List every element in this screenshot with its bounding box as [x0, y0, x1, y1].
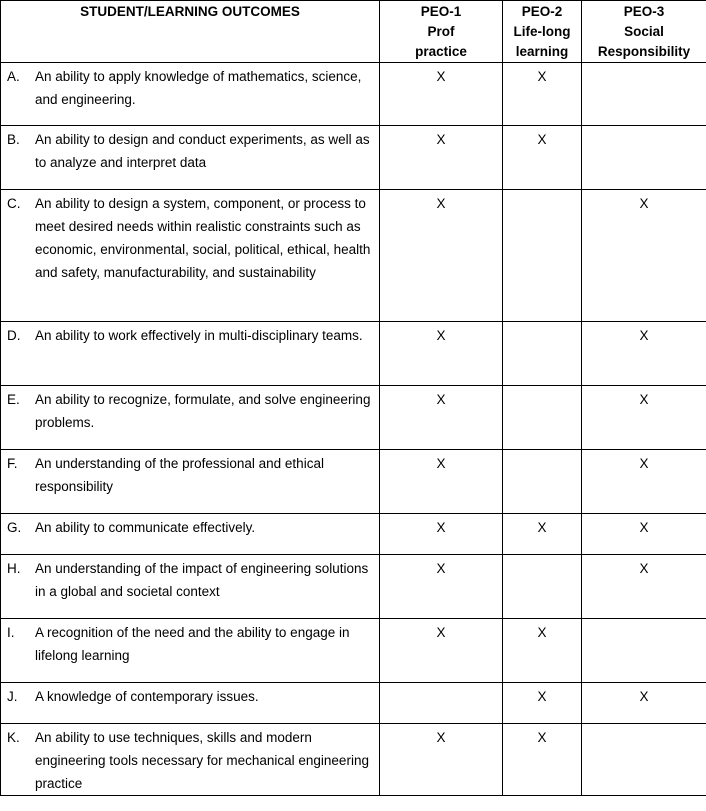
- outcome-letter: A.: [7, 69, 20, 84]
- table-row: [1, 126, 706, 190]
- peo2-mark: X: [503, 683, 582, 724]
- outcome-text: An ability to work effectively in multi-disciplinary teams.: [35, 328, 363, 343]
- peo3-mark: X: [582, 514, 706, 555]
- header-peo2-line3: learning: [515, 44, 569, 59]
- peo1-mark: X: [380, 724, 503, 796]
- outcome-cell: [1, 619, 380, 683]
- outcome-letter: I.: [7, 625, 15, 640]
- peo1-mark: X: [380, 555, 503, 619]
- outcome-letter: H.: [7, 561, 21, 576]
- peo3-mark: X: [582, 450, 706, 514]
- peo1-mark: X: [380, 450, 503, 514]
- outcome-cell: [1, 555, 380, 619]
- outcome-cell: [1, 126, 380, 190]
- peo2-mark: [503, 555, 582, 619]
- header-peo1-line2: Prof: [427, 24, 455, 39]
- outcome-cell: [1, 724, 380, 796]
- header-peo2-line2: Life-long: [513, 24, 571, 39]
- peo3-mark: X: [582, 386, 706, 450]
- header-outcomes: STUDENT/LEARNING OUTCOMES: [1, 1, 380, 63]
- outcome-text: An ability to design and conduct experiments, as well as to analyze and interpret data: [35, 132, 370, 170]
- outcome-letter: F.: [7, 456, 18, 471]
- table-row: [1, 555, 706, 619]
- header-peo3-line1: PEO-3: [623, 4, 665, 19]
- peo2-mark: X: [503, 514, 582, 555]
- peo2-mark: [503, 322, 582, 386]
- outcome-text: An ability to communicate effectively.: [35, 520, 256, 535]
- header-peo2-line1: PEO-2: [521, 4, 563, 19]
- outcome-text: An ability to recognize, formulate, and solve engineering problems.: [35, 392, 371, 430]
- outcome-letter: B.: [7, 132, 20, 147]
- peo3-mark: [582, 619, 706, 683]
- outcome-letter: K.: [7, 730, 20, 745]
- header-peo2: [503, 1, 582, 63]
- outcome-text: An understanding of the professional and ethical responsibility: [35, 456, 324, 494]
- header-peo3-line2: Social: [624, 24, 664, 39]
- peo1-mark: X: [380, 386, 503, 450]
- outcome-letter: G.: [7, 520, 22, 535]
- outcome-text: An ability to design a system, component, or process to meet desired needs within realistic constraints such as economic, environmental, social, political, ethical, health and safety, manufacturability, and sustainability: [35, 196, 371, 280]
- header-peo1-line3: practice: [415, 44, 467, 59]
- peo1-mark: X: [380, 514, 503, 555]
- outcome-cell: [1, 322, 380, 386]
- outcome-letter: D.: [7, 328, 21, 343]
- table-row: [1, 450, 706, 514]
- peo3-mark: X: [582, 555, 706, 619]
- outcome-letter: E.: [7, 392, 20, 407]
- peo2-mark: [503, 386, 582, 450]
- header-peo1-line1: PEO-1: [420, 4, 462, 19]
- peo3-mark: X: [582, 322, 706, 386]
- peo3-mark: [582, 126, 706, 190]
- outcome-text: A knowledge of contemporary issues.: [35, 689, 259, 704]
- outcome-cell: [1, 63, 380, 126]
- peo1-mark: X: [380, 63, 503, 126]
- table-row: [1, 619, 706, 683]
- peo2-mark: X: [503, 619, 582, 683]
- outcome-cell: [1, 190, 380, 322]
- peo3-mark: [582, 724, 706, 796]
- table-row: [1, 683, 706, 724]
- table-row: [1, 724, 706, 796]
- header-row: [1, 1, 706, 63]
- table-row: [1, 386, 706, 450]
- peo2-mark: X: [503, 126, 582, 190]
- peo2-mark: [503, 450, 582, 514]
- peo2-mark: [503, 190, 582, 322]
- peo2-mark: X: [503, 724, 582, 796]
- outcome-text: A recognition of the need and the ability to engage in lifelong learning: [35, 625, 350, 663]
- outcome-cell: [1, 514, 380, 555]
- peo2-mark: X: [503, 63, 582, 126]
- table-row: [1, 322, 706, 386]
- peo1-mark: X: [380, 322, 503, 386]
- peo3-mark: X: [582, 683, 706, 724]
- outcome-cell: [1, 450, 380, 514]
- peo1-mark: [380, 683, 503, 724]
- table-row: [1, 63, 706, 126]
- header-peo3-line3: Responsibility: [597, 44, 691, 59]
- table-row: [1, 514, 706, 555]
- outcome-letter: J.: [7, 689, 18, 704]
- peo3-mark: X: [582, 190, 706, 322]
- outcome-letter: C.: [7, 196, 21, 211]
- header-peo1: [380, 1, 503, 63]
- peo1-mark: X: [380, 190, 503, 322]
- outcome-cell: [1, 683, 380, 724]
- table-row: [1, 190, 706, 322]
- peo1-mark: X: [380, 619, 503, 683]
- peo1-mark: X: [380, 126, 503, 190]
- peo3-mark: [582, 63, 706, 126]
- outcome-text: An understanding of the impact of engineering solutions in a global and societal context: [35, 561, 369, 599]
- outcome-text: An ability to apply knowledge of mathematics, science, and engineering.: [35, 69, 362, 107]
- outcome-cell: [1, 386, 380, 450]
- outcome-text: An ability to use techniques, skills and modern engineering tools necessary for mechanical engineering practice: [35, 730, 369, 791]
- header-peo3: [582, 1, 706, 63]
